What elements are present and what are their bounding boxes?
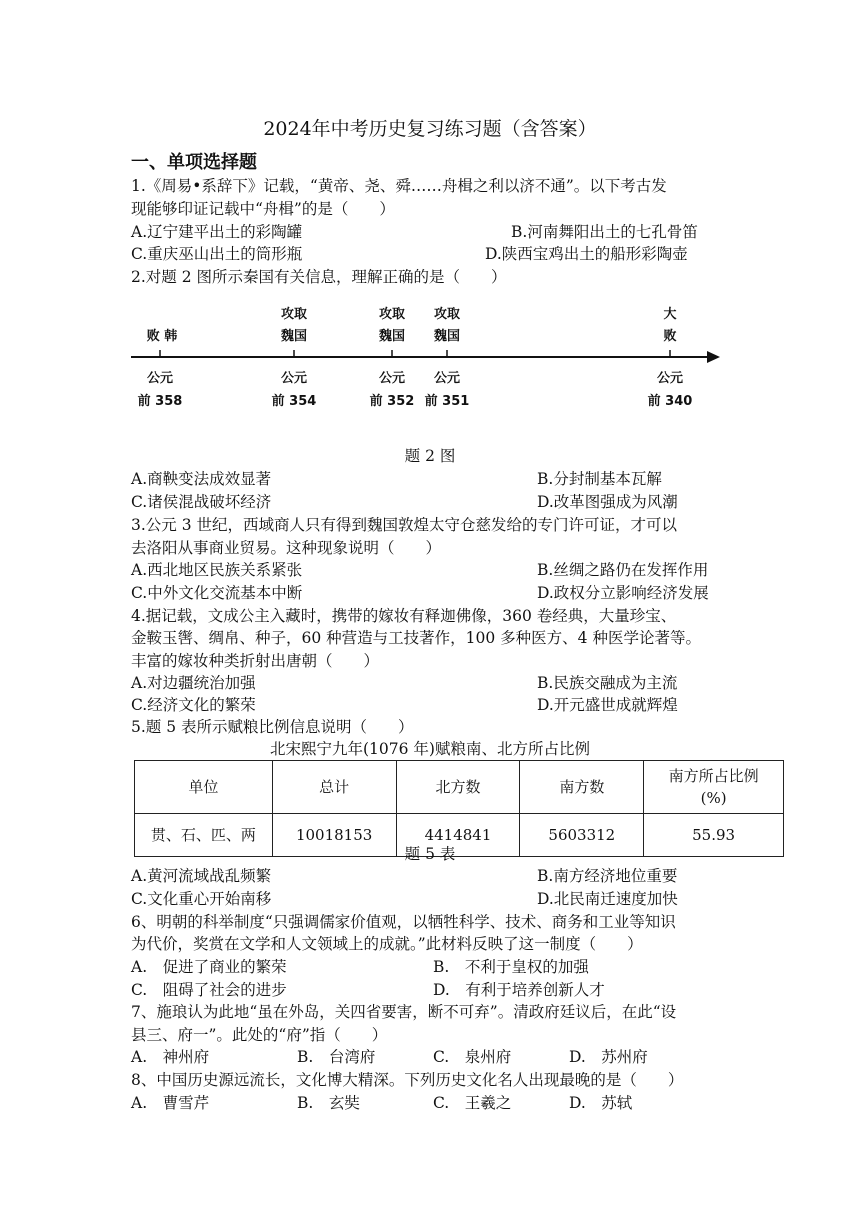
q7-stem-line1: 7、施琅认为此地“虽在外岛，关四省要害，断不可弃”。清政府廷议后，在此“设 (131, 1003, 677, 1021)
q7-option-d: D. 苏州府 (569, 1048, 648, 1066)
timeline-year-label: 前 340 (647, 394, 693, 409)
q2-option-c: C.诸侯混战破坏经济 (131, 493, 272, 511)
q4-stem-line1: 4.据记载，文成公主入藏时，携带的嫁妆有释迦佛像，360 卷经典，大量珍宝、 (131, 607, 677, 625)
table-header-line: 南方所占比例 (668, 767, 759, 785)
figure-caption: 题 2 图 (404, 447, 456, 465)
table-header-cell (644, 761, 784, 814)
timeline-event-label: 攻取 (433, 307, 460, 322)
table-header-line: (%) (700, 789, 727, 807)
q8-stem-line1: 8、中国历史源远流长，文化博大精深。下列历史文化名人出现最晚的是（ ） (131, 1071, 684, 1089)
timeline-year-label: 前 351 (424, 394, 470, 409)
table-header-row (135, 761, 784, 814)
timeline-event-label: 败 韩 (146, 329, 178, 344)
q5-stem-line1: 5.题 5 表所示赋粮比例信息说明（ ） (131, 718, 414, 736)
timeline-year-label: 前 358 (137, 394, 183, 409)
timeline-event-label: 败 (663, 329, 677, 344)
q2-option-d: D.改革图强成为风潮 (537, 493, 678, 511)
table-cell: 4414841 (396, 814, 520, 857)
timeline-year-label: 公元 (433, 371, 460, 386)
q4-option-a: A.对边疆统治加强 (131, 674, 256, 692)
q4-stem-line2: 金鞍玉辔、绸帛、种子，60 种营造与工技著作，100 多种医方、4 种医学论著等。 (131, 629, 701, 647)
q1-option-c: C.重庆巫山出土的筒形瓶 (131, 245, 303, 263)
q8-option-b: B. 玄奘 (297, 1094, 360, 1112)
q1-option-a: A.辽宁建平出土的彩陶罐 (131, 223, 303, 241)
table-header-cell: 南方数 (520, 761, 644, 814)
q5-option-d: D.北民南迁速度加快 (537, 890, 678, 908)
timeline-year-label: 公元 (146, 371, 173, 386)
page-title: 2024年中考历史复习练习题（含答案） (263, 118, 597, 140)
timeline-year-label: 公元 (378, 371, 405, 386)
section-heading: 一、单项选择题 (131, 152, 257, 173)
table-cell: 贯、石、匹、两 (135, 814, 273, 857)
q6-stem-line1: 6、明朝的科举制度“只强调儒家价值观，以牺牲科学、技术、商务和工业等知识 (131, 913, 676, 931)
timeline-year-label: 公元 (656, 371, 683, 386)
q7-option-b: B. 台湾府 (297, 1048, 376, 1066)
table-cell: 55.93 (644, 814, 784, 857)
q2-stem-line1: 2.对题 2 图所示秦国有关信息，理解正确的是（ ） (131, 268, 507, 286)
q8-option-c: C. 王羲之 (433, 1094, 512, 1112)
table-header-cell: 单位 (135, 761, 273, 814)
q4-option-d: D.开元盛世成就辉煌 (537, 696, 678, 714)
q7-option-a: A. 神州府 (131, 1048, 210, 1066)
q1-stem-line1: 1.《周易•系辞下》记载，“黄帝、尧、舜……舟楫之利以济不通”。以下考古发 (131, 177, 667, 195)
q6-option-b: B. 不利于皇权的加强 (433, 958, 589, 976)
q5-option-c: C.文化重心开始南移 (131, 890, 272, 908)
q3-option-a: A.西北地区民族关系紧张 (131, 561, 303, 579)
q3-stem-line1: 3.公元 3 世纪，西域商人只有得到魏国敦煌太守仓慈发给的专门许可证，才可以 (131, 516, 678, 534)
q1-option-b: B.河南舞阳出土的七孔骨笛 (511, 223, 698, 241)
q2-option-a: A.商鞅变法成效显著 (131, 470, 272, 488)
q7-option-c: C. 泉州府 (433, 1048, 512, 1066)
table-cell: 10018153 (272, 814, 396, 857)
timeline-year-label: 前 352 (369, 394, 415, 409)
q1-option-d: D.陕西宝鸡出土的船形彩陶壶 (485, 245, 688, 263)
q2-option-b: B.分封制基本瓦解 (537, 470, 662, 488)
table-header-cell: 总计 (272, 761, 396, 814)
q8-option-d: D. 苏轼 (569, 1094, 633, 1112)
q3-option-c: C.中外文化交流基本中断 (131, 584, 303, 602)
table-caption: 题 5 表 (404, 845, 456, 863)
q4-option-c: C.经济文化的繁荣 (131, 696, 256, 714)
timeline-event-label: 魏国 (378, 329, 405, 344)
q8-option-a: A. 曹雪芹 (131, 1094, 210, 1112)
timeline-year-label: 前 354 (271, 394, 317, 409)
timeline-event-label: 魏国 (280, 329, 307, 344)
timeline-arrow (707, 351, 720, 363)
q6-stem-line2: 为代价，奖赏在文学和人文领域上的成就。”此材料反映了这一制度（ ） (131, 935, 643, 953)
q1-stem-line2: 现能够印证记载中“舟楫”的是（ ） (131, 200, 395, 218)
q4-option-b: B.民族交融成为主流 (537, 674, 678, 692)
timeline-event-label: 攻取 (280, 307, 307, 322)
q6-option-c: C. 阻碍了社会的进步 (131, 981, 287, 999)
q5-option-a: A.黄河流域战乱频繁 (131, 867, 272, 885)
timeline-year-label: 公元 (280, 371, 307, 386)
q3-stem-line2: 去洛阳从事商业贸易。这种现象说明（ ） (131, 539, 442, 557)
q3-option-b: B.丝绸之路仍在发挥作用 (537, 561, 709, 579)
q4-stem-line3: 丰富的嫁妆种类折射出唐朝（ ） (131, 652, 380, 670)
table-header-cell: 北方数 (396, 761, 520, 814)
q7-stem-line2: 县三、府一”。此处的“府”指（ ） (131, 1026, 388, 1044)
q5-option-b: B.南方经济地位重要 (537, 867, 678, 885)
timeline-event-label: 攻取 (378, 307, 405, 322)
table-title: 北宋熙宁九年(1076 年)赋粮南、北方所占比例 (270, 740, 590, 758)
q6-option-a: A. 促进了商业的繁荣 (131, 958, 287, 976)
q6-option-d: D. 有利于培养创新人才 (433, 981, 605, 999)
timeline-event-label: 大 (663, 307, 677, 322)
q3-option-d: D.政权分立影响经济发展 (537, 584, 709, 602)
timeline-event-label: 魏国 (433, 329, 460, 344)
table-cell: 5603312 (520, 814, 644, 857)
